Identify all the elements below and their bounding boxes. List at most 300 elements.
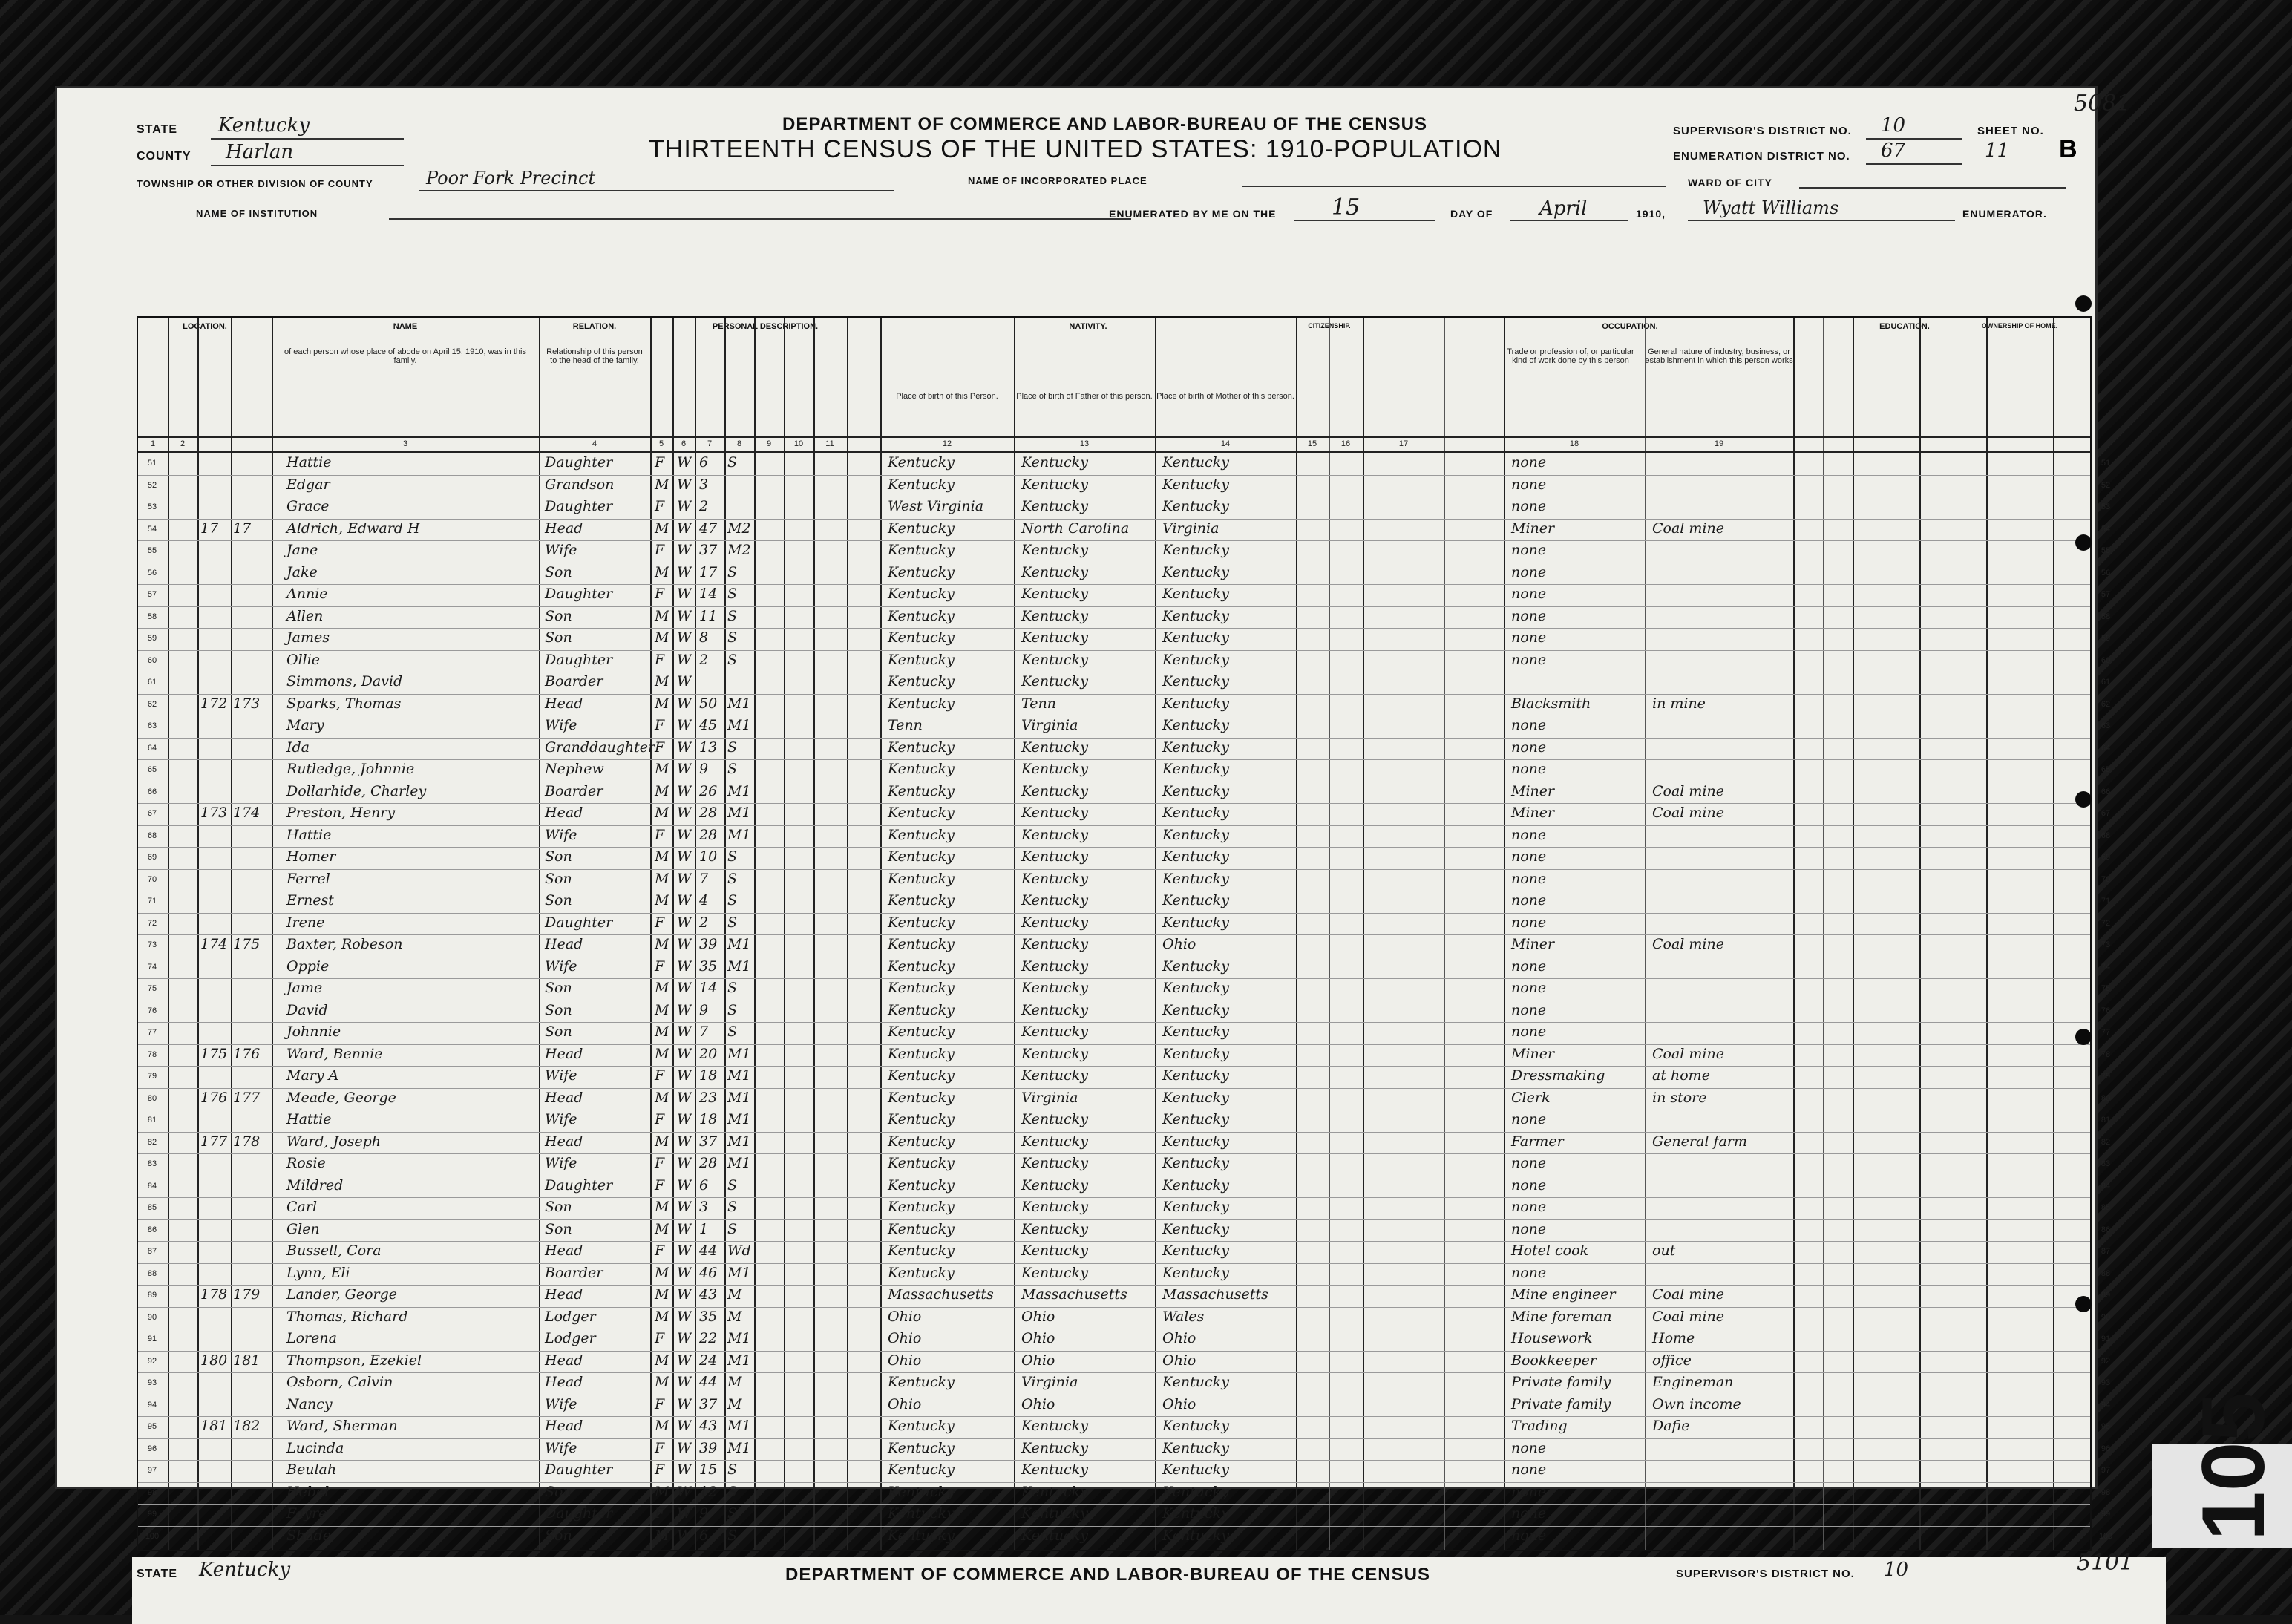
relation-cell: Wife	[545, 542, 577, 558]
relation-cell: Son	[545, 1483, 572, 1500]
marital-cell: M1	[727, 782, 751, 799]
age-cell: 8	[699, 629, 709, 646]
age-cell: 35	[699, 1308, 718, 1325]
relation-cell: Son	[545, 1220, 572, 1237]
line-number: 70	[2101, 874, 2111, 884]
row-rule	[138, 1241, 2090, 1242]
industry-cell: General farm	[1652, 1133, 1747, 1150]
trade-cell: none	[1511, 1155, 1547, 1171]
person-name: Ward, Sherman	[286, 1418, 398, 1434]
age-cell: 23	[699, 1089, 718, 1106]
row-rule	[138, 1460, 2090, 1461]
age-cell: 26	[699, 782, 718, 799]
trade-cell: none	[1511, 586, 1547, 602]
race-cell: W	[677, 1483, 692, 1500]
trade-cell: Hotel cook	[1511, 1242, 1589, 1259]
person-name: Beulah	[286, 1461, 337, 1478]
line-number: 73	[2101, 940, 2111, 949]
birthplace-cell: Kentucky	[888, 1024, 955, 1040]
mother-birthplace-cell: Kentucky	[1162, 980, 1229, 996]
marital-cell: M	[727, 1395, 742, 1412]
relation-cell: Head	[545, 936, 583, 952]
age-cell: 18	[699, 1111, 718, 1127]
person-name: Lucinda	[286, 1439, 344, 1456]
mother-birthplace-cell: Kentucky	[1162, 542, 1229, 558]
person-name: Ward, Bennie	[286, 1045, 383, 1062]
reel-stamp	[2152, 1392, 2292, 1548]
birthplace-cell: Kentucky	[888, 870, 955, 887]
age-cell: 28	[699, 1155, 718, 1171]
father-birthplace-cell: Kentucky	[1021, 629, 1088, 646]
father-birthplace-cell: Kentucky	[1021, 498, 1088, 514]
father-birthplace-cell: Kentucky	[1021, 1155, 1088, 1171]
sex-cell: F	[655, 586, 665, 602]
person-name: Mary A	[286, 1067, 339, 1084]
mother-birthplace-cell: Kentucky	[1162, 1024, 1229, 1040]
marital-cell: M1	[727, 717, 751, 733]
line-number: 84	[147, 1181, 157, 1191]
mother-birthplace-cell: Kentucky	[1162, 673, 1229, 690]
person-name: Thompson, Ezekiel	[286, 1352, 422, 1369]
father-birthplace-cell: Kentucky	[1021, 805, 1088, 821]
birthplace-cell: Kentucky	[888, 1461, 955, 1478]
column-rule	[695, 318, 696, 1550]
birth-father-header: Place of birth of Father of this person.	[1016, 392, 1153, 401]
mother-birthplace-cell: Kentucky	[1162, 476, 1229, 493]
dwelling-number: 172	[200, 695, 228, 712]
sex-cell: F	[655, 1505, 665, 1522]
trade-cell: Blacksmith	[1511, 695, 1591, 712]
mother-birthplace-cell: Kentucky	[1162, 761, 1229, 777]
race-cell: W	[677, 454, 692, 471]
father-birthplace-cell: Kentucky	[1021, 782, 1088, 799]
birthplace-cell: Kentucky	[888, 805, 955, 821]
birth-person-header: Place of birth of this Person.	[896, 392, 998, 401]
marital-cell: S	[727, 914, 738, 931]
birthplace-cell: Massachusetts	[888, 1286, 994, 1303]
mother-birthplace-cell: Kentucky	[1162, 870, 1229, 887]
father-birthplace-cell: Kentucky	[1021, 476, 1088, 493]
person-name: Mildred	[286, 1176, 344, 1194]
birthplace-cell: Kentucky	[888, 1439, 955, 1456]
birthplace-cell: Kentucky	[888, 1527, 955, 1544]
marital-cell: S	[727, 848, 738, 865]
group-occupation: OCCUPATION.	[1602, 322, 1658, 331]
line-number: 84	[2101, 1181, 2111, 1191]
person-name: Ernest	[286, 892, 334, 908]
line-number: 65	[147, 765, 157, 774]
line-number: 95	[2101, 1422, 2111, 1431]
sex-cell: M	[655, 1286, 669, 1303]
marital-cell: M1	[727, 1330, 751, 1346]
trade-cell: none	[1511, 870, 1547, 887]
row-rule	[138, 628, 2090, 629]
birthplace-cell: Kentucky	[888, 1242, 955, 1259]
birthplace-cell: Ohio	[888, 1330, 922, 1346]
sex-cell: F	[655, 717, 665, 733]
mother-birthplace-cell: Wales	[1162, 1308, 1205, 1325]
mother-birthplace-cell: Kentucky	[1162, 892, 1229, 908]
column-number: 4	[592, 439, 597, 448]
birthplace-cell: Kentucky	[888, 1089, 955, 1106]
row-rule	[138, 1197, 2090, 1198]
line-number: 91	[2101, 1335, 2111, 1343]
person-name: Rosie	[286, 1155, 326, 1171]
sex-cell: F	[655, 542, 665, 558]
birthplace-cell: Kentucky	[888, 454, 955, 471]
father-birthplace-cell: Virginia	[1021, 717, 1078, 733]
line-number: 69	[2101, 853, 2111, 862]
mother-birthplace-cell: Massachusetts	[1162, 1286, 1268, 1303]
age-cell: 47	[699, 520, 718, 537]
line-number: 70	[147, 874, 157, 884]
father-birthplace-cell: Kentucky	[1021, 1220, 1088, 1237]
person-name: Rutledge, Johnnie	[286, 761, 415, 777]
age-cell: 11	[699, 607, 718, 624]
trade-cell: Housework	[1511, 1330, 1593, 1346]
line-number: 82	[2101, 1137, 2111, 1147]
column-number: 15	[1307, 439, 1317, 448]
group-nativity: NATIVITY.	[1069, 322, 1107, 331]
person-name: Irene	[286, 914, 325, 931]
race-cell: W	[677, 1133, 692, 1150]
marital-cell: M1	[727, 695, 751, 712]
column-rule	[1919, 318, 1921, 1550]
group-personal: PERSONAL DESCRIPTION.	[712, 322, 819, 331]
line-number: 86	[147, 1225, 157, 1234]
trade-cell: none	[1511, 1001, 1547, 1018]
marital-cell: M1	[727, 1045, 751, 1062]
line-number: 61	[2101, 678, 2111, 687]
birthplace-cell: Kentucky	[888, 892, 955, 908]
father-birthplace-cell: Kentucky	[1021, 1505, 1088, 1522]
mother-birthplace-cell: Kentucky	[1162, 1418, 1229, 1434]
day-of-label: DAY OF	[1450, 208, 1493, 220]
birthplace-cell: Kentucky	[888, 936, 955, 952]
column-rule	[1296, 318, 1297, 1550]
sex-cell: M	[655, 1418, 669, 1434]
column-number: 19	[1714, 439, 1724, 448]
birthplace-cell: Kentucky	[888, 1155, 955, 1171]
race-cell: W	[677, 1439, 692, 1456]
trade-header: Trade or profession of, or particular kind of work done by this person	[1507, 347, 1634, 365]
person-name: Preston, Henry	[286, 805, 396, 821]
marital-cell: S	[727, 607, 738, 624]
marital-cell: M1	[727, 936, 751, 952]
marital-cell: M1	[727, 805, 751, 821]
trade-cell: none	[1511, 607, 1547, 624]
column-number: 6	[681, 439, 687, 448]
person-name: Lander, George	[286, 1286, 398, 1303]
birthplace-cell: Kentucky	[888, 957, 955, 975]
row-rule	[138, 1372, 2090, 1373]
industry-header: General nature of industry, business, or establishment in which this person works	[1645, 347, 1793, 365]
sex-cell: M	[655, 1483, 669, 1500]
column-rule	[754, 318, 756, 1550]
column-rule	[168, 318, 169, 1550]
column-rule	[197, 318, 199, 1550]
race-cell: W	[677, 1461, 692, 1478]
mother-birthplace-cell: Kentucky	[1162, 848, 1229, 865]
line-number: 58	[147, 612, 157, 621]
race-cell: W	[677, 1308, 692, 1325]
father-birthplace-cell: Kentucky	[1021, 1199, 1088, 1215]
supervisor-label: SUPERVISOR'S DISTRICT NO.	[1673, 125, 1852, 137]
birthplace-cell: Kentucky	[888, 1483, 955, 1500]
sex-cell: M	[655, 1199, 669, 1215]
trade-cell: none	[1511, 563, 1547, 580]
line-number: 98	[147, 1487, 157, 1497]
township-underline	[419, 190, 894, 191]
relation-cell: Boarder	[545, 673, 603, 690]
ward-underline	[1799, 187, 2066, 189]
line-number: 81	[2101, 1116, 2111, 1124]
relation-cell: Head	[545, 1418, 583, 1434]
line-number: 88	[147, 1268, 157, 1278]
line-number: 68	[2101, 831, 2111, 840]
relation-cell: Grandson	[545, 476, 615, 493]
marital-cell: S	[727, 454, 738, 471]
race-cell: W	[677, 1418, 692, 1434]
race-cell: W	[677, 1089, 692, 1106]
marital-cell: S	[727, 651, 738, 668]
age-cell: 3	[699, 1199, 709, 1215]
mother-birthplace-cell: Virginia	[1162, 520, 1219, 537]
father-birthplace-cell: Kentucky	[1021, 739, 1088, 756]
line-number: 99	[147, 1510, 157, 1519]
line-number: 67	[2101, 809, 2111, 818]
father-birthplace-cell: Kentucky	[1021, 892, 1088, 908]
sex-cell: M	[655, 1308, 669, 1325]
sex-cell: M	[655, 980, 669, 996]
age-cell: 44	[699, 1242, 718, 1259]
race-cell: W	[677, 695, 692, 712]
birthplace-cell: Kentucky	[888, 1418, 955, 1434]
line-number: 73	[147, 940, 157, 949]
column-number: 8	[736, 439, 742, 448]
mother-birthplace-cell: Ohio	[1162, 1352, 1196, 1369]
marital-cell: M1	[727, 957, 751, 975]
line-number: 92	[147, 1356, 157, 1366]
mother-birthplace-cell: Kentucky	[1162, 1220, 1229, 1237]
line-number: 79	[147, 1072, 157, 1081]
birthplace-cell: Kentucky	[888, 476, 955, 493]
trade-cell: none	[1511, 980, 1547, 996]
row-rule	[138, 1482, 2090, 1483]
line-number: 58	[2101, 612, 2111, 621]
line-number: 80	[2101, 1093, 2111, 1103]
marital-cell: S	[727, 1527, 738, 1544]
institution-underline	[389, 218, 1131, 220]
header-bottom-rule	[138, 436, 2090, 438]
line-number: 54	[2101, 524, 2111, 534]
relation-cell: Head	[545, 1352, 583, 1369]
father-birthplace-cell: Kentucky	[1021, 673, 1088, 690]
age-cell: 45	[699, 717, 718, 733]
person-name: Shade	[286, 1527, 331, 1544]
line-number: 59	[147, 634, 157, 643]
mother-birthplace-cell: Kentucky	[1162, 1527, 1229, 1544]
person-name: Oppie	[286, 957, 330, 975]
enumeration-label: ENUMERATION DISTRICT NO.	[1673, 150, 1850, 163]
marital-cell: S	[727, 1220, 738, 1237]
column-rule	[1155, 318, 1156, 1550]
line-number: 96	[147, 1444, 157, 1453]
column-number: 7	[707, 439, 713, 448]
race-cell: W	[677, 717, 692, 733]
age-cell: 50	[699, 695, 718, 712]
trade-cell: none	[1511, 1111, 1547, 1127]
trade-cell: Miner	[1511, 1045, 1555, 1062]
mother-birthplace-cell: Kentucky	[1162, 717, 1229, 733]
county-label: COUNTY	[137, 150, 191, 163]
birthplace-cell: Kentucky	[888, 739, 955, 756]
group-name: NAME	[393, 322, 418, 331]
age-cell: 7	[699, 1024, 709, 1040]
person-name: Jake	[286, 563, 318, 580]
enumerator-underline	[1688, 220, 1955, 221]
sex-cell: F	[655, 651, 665, 668]
next-supervisor-value: 10	[1884, 1559, 1909, 1581]
industry-cell: Coal mine	[1652, 520, 1724, 537]
birthplace-cell: Kentucky	[888, 542, 955, 558]
father-birthplace-cell: Kentucky	[1021, 1045, 1088, 1062]
row-rule	[138, 606, 2090, 607]
industry-cell: Coal mine	[1652, 805, 1724, 821]
trade-cell: Miner	[1511, 805, 1555, 821]
father-birthplace-cell: Kentucky	[1021, 542, 1088, 558]
enumerator-name: Wyatt Williams	[1703, 197, 1839, 218]
birthplace-cell: Kentucky	[888, 629, 955, 646]
column-number: 11	[825, 439, 834, 448]
family-number: 181	[233, 1352, 261, 1369]
mother-birthplace-cell: Ohio	[1162, 1395, 1196, 1412]
mother-birthplace-cell: Kentucky	[1162, 1001, 1229, 1018]
sex-cell: M	[655, 1001, 669, 1018]
row-rule	[138, 913, 2090, 914]
relation-cell: Son	[545, 848, 572, 865]
race-cell: W	[677, 1045, 692, 1062]
punch-hole-2	[2075, 534, 2092, 551]
relation-cell: Son	[545, 1199, 572, 1215]
column-rule	[784, 318, 785, 1550]
trade-cell: Private family	[1511, 1395, 1611, 1412]
next-corner-number: 5101	[2077, 1550, 2134, 1576]
relation-cell: Daughter	[545, 1505, 613, 1522]
column-rule	[813, 318, 815, 1550]
mother-birthplace-cell: Kentucky	[1162, 695, 1229, 712]
line-number: 71	[147, 897, 157, 906]
father-birthplace-cell: Kentucky	[1021, 957, 1088, 975]
sex-cell: F	[655, 1067, 665, 1084]
dwelling-number: 173	[200, 805, 228, 821]
age-cell: 15	[699, 1461, 718, 1478]
column-rule	[1329, 318, 1330, 1550]
line-number: 53	[147, 502, 157, 511]
sex-cell: F	[655, 498, 665, 514]
father-birthplace-cell: Kentucky	[1021, 826, 1088, 843]
age-cell: 37	[699, 542, 718, 558]
industry-cell: office	[1652, 1352, 1692, 1369]
person-name: James	[286, 629, 330, 646]
line-number: 77	[2101, 1028, 2111, 1037]
marital-cell: S	[727, 1483, 738, 1500]
person-name: Carl	[286, 1199, 318, 1215]
column-rule	[2053, 318, 2054, 1550]
person-name: Glen	[286, 1220, 320, 1237]
marital-cell: S	[727, 980, 738, 996]
father-birthplace-cell: Massachusetts	[1021, 1286, 1127, 1303]
person-name: Lynn, Eli	[286, 1264, 350, 1281]
sex-cell: F	[655, 1395, 665, 1412]
sex-cell: M	[655, 629, 669, 646]
father-birthplace-cell: Kentucky	[1021, 1001, 1088, 1018]
person-name: Osborn, Calvin	[286, 1374, 393, 1390]
marital-cell: M2	[727, 542, 751, 558]
line-number: 60	[2101, 655, 2111, 665]
mother-birthplace-cell: Kentucky	[1162, 1483, 1229, 1500]
trade-cell: none	[1511, 761, 1547, 777]
column-rule	[880, 318, 882, 1550]
column-number: 1	[150, 439, 156, 448]
person-name: Jame	[286, 980, 323, 996]
sex-cell: F	[655, 957, 665, 975]
person-name: Aldrich, Edward H	[286, 520, 420, 537]
person-name: Annie	[286, 586, 328, 602]
age-cell: 37	[699, 1133, 718, 1150]
age-cell: 35	[699, 957, 718, 975]
next-state-value: Kentucky	[199, 1559, 291, 1581]
mother-birthplace-cell: Kentucky	[1162, 607, 1229, 624]
person-name: Simmons, David	[286, 673, 403, 690]
group-location: LOCATION.	[183, 322, 227, 331]
trade-cell: none	[1511, 454, 1547, 471]
birthplace-cell: Kentucky	[888, 1133, 955, 1150]
next-department-heading: DEPARTMENT OF COMMERCE AND LABOR-BUREAU OF THE CENSUS	[785, 1565, 1430, 1585]
relation-cell: Head	[545, 1045, 583, 1062]
father-birthplace-cell: Kentucky	[1021, 563, 1088, 580]
column-rule	[724, 318, 726, 1550]
relation-cell: Head	[545, 520, 583, 537]
birthplace-cell: Kentucky	[888, 1264, 955, 1281]
row-rule	[138, 1307, 2090, 1308]
line-number: 89	[2101, 1291, 2111, 1300]
line-number: 97	[2101, 1466, 2111, 1475]
row-rule	[138, 1504, 2090, 1505]
reel-stamp-text: 105	[2184, 1392, 2283, 1541]
county-underline	[211, 165, 404, 166]
person-name: Ollie	[286, 651, 321, 668]
trade-cell: Bookkeeper	[1511, 1352, 1597, 1369]
person-name: Fayre	[286, 1505, 327, 1522]
person-name: Lorena	[286, 1330, 337, 1346]
age-cell: 2	[699, 651, 709, 668]
race-cell: W	[677, 476, 692, 493]
industry-cell: in store	[1652, 1089, 1707, 1106]
relation-cell: Lodger	[545, 1308, 596, 1325]
father-birthplace-cell: Kentucky	[1021, 607, 1088, 624]
column-rule	[847, 318, 848, 1550]
race-cell: W	[677, 805, 692, 821]
person-name: David	[286, 1001, 328, 1018]
column-number: 13	[1079, 439, 1090, 448]
punch-hole-4	[2075, 1029, 2092, 1045]
marital-cell: S	[727, 739, 738, 756]
mother-birthplace-cell: Kentucky	[1162, 1242, 1229, 1259]
marital-cell: S	[727, 1024, 738, 1040]
line-number: 72	[2101, 918, 2111, 928]
age-cell: 14	[699, 980, 718, 996]
